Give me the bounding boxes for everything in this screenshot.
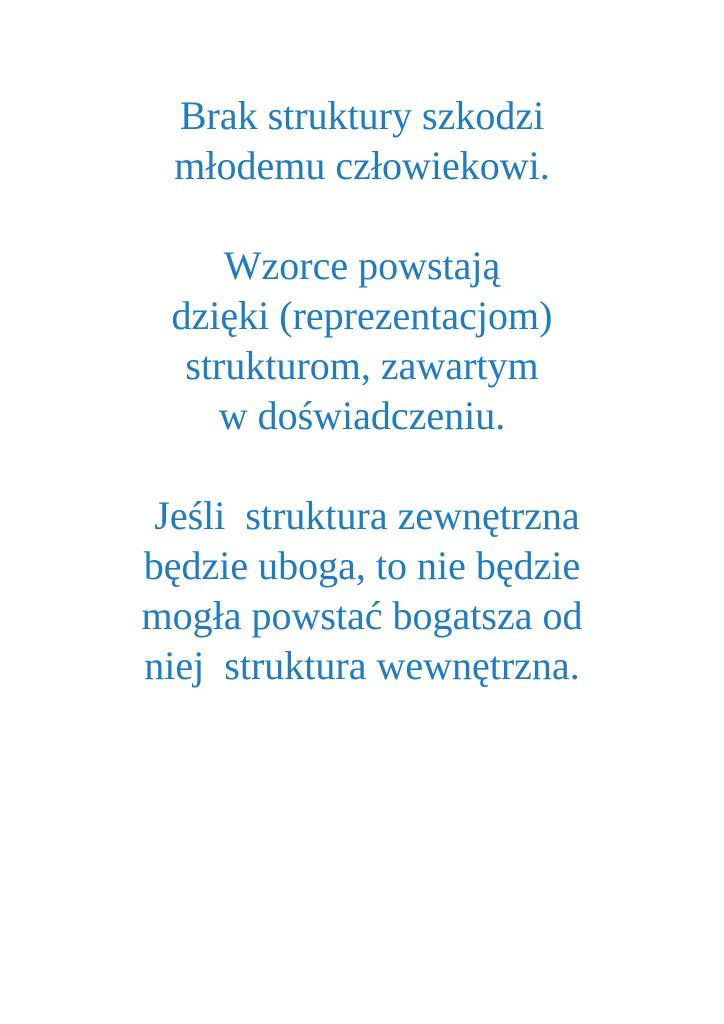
text-line: dzięki (reprezentacjom): [171, 293, 553, 338]
text-line: Wzorce powstają: [223, 243, 501, 288]
text-line: będzie uboga, to nie będzie: [143, 543, 581, 588]
text-line: mogła powstać bogatsza od: [141, 593, 583, 638]
text-line: strukturom, zawartym: [185, 343, 539, 388]
text-line: niej struktura wewnętrzna.: [144, 643, 580, 688]
text-line: Brak struktury szkodzi: [179, 93, 545, 138]
text-line: młodemu człowiekowi.: [174, 143, 550, 188]
text-line: w doświadczeniu.: [218, 393, 506, 438]
text-line: Jeśli struktura zewnętrzna: [144, 493, 580, 538]
